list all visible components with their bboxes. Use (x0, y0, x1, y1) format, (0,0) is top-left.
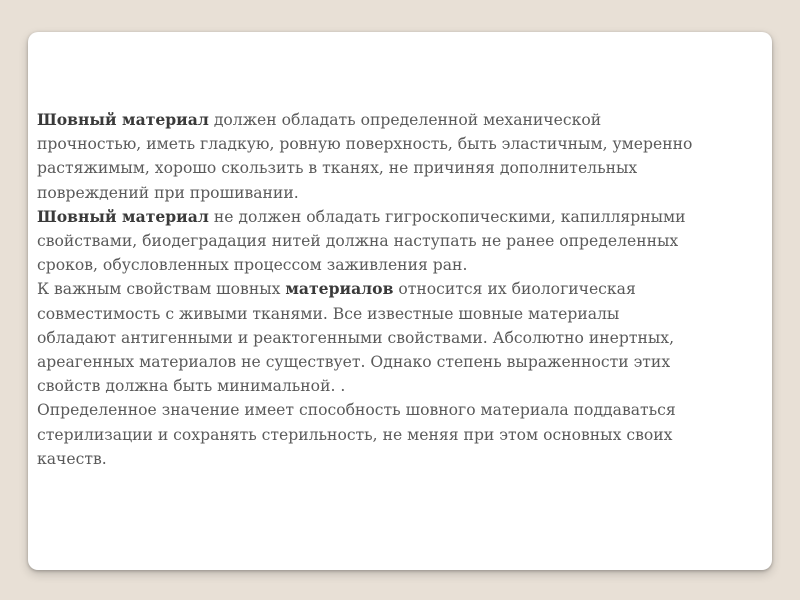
paragraph-biocompatibility (37, 277, 769, 398)
text-line: сроков, обусловленных процессом заживления ран. (37, 256, 468, 275)
bold-term: Шовный материал (37, 206, 209, 226)
bold-term: материалов (285, 279, 394, 299)
text-line: стерилизации и сохранять стерильность, не меняя при этом основных своих (37, 425, 673, 444)
text-line: свойствами, биодеградация нитей должна наступать не ранее определенных (37, 232, 679, 251)
text-line: растяжимым, хорошо скользить в тканях, не причиняя дополнительных (37, 159, 638, 178)
text-line: прочностью, иметь гладкую, ровную поверхность, быть эластичным, умеренно (37, 135, 693, 154)
bold-term: Шовный материал (37, 110, 209, 129)
text-line (37, 205, 769, 229)
text-line: обладают антигенными и реактогенными свойствами. Абсолютно инертных, (37, 328, 675, 347)
text-line (37, 108, 769, 132)
slide-text-body (37, 108, 769, 471)
paragraph-suture-hygroscopic (37, 205, 769, 278)
line-text-pre: К важным свойствам шовных (37, 280, 286, 299)
paragraph-suture-mechanical (37, 108, 769, 205)
line-text: относится их биологическая (393, 280, 636, 299)
line-text: не должен обладать гигроскопическими, капиллярными (208, 207, 686, 226)
text-line: повреждений при прошивании. (37, 183, 299, 202)
line-text: должен обладать определенной механической (208, 111, 602, 129)
text-line: качеств. (37, 449, 107, 468)
text-line (37, 277, 769, 301)
text-line: совместимость с живыми тканями. Все известные шовные материалы (37, 304, 620, 323)
paragraph-sterilization (37, 398, 769, 471)
text-line: ареагенных материалов не существует. Однако степень выраженности этих (37, 353, 671, 372)
slide-card (28, 32, 772, 570)
text-line: свойств должна быть минимальной. . (37, 377, 346, 396)
text-line: Определенное значение имеет способность шовного материала поддаваться (37, 401, 676, 420)
